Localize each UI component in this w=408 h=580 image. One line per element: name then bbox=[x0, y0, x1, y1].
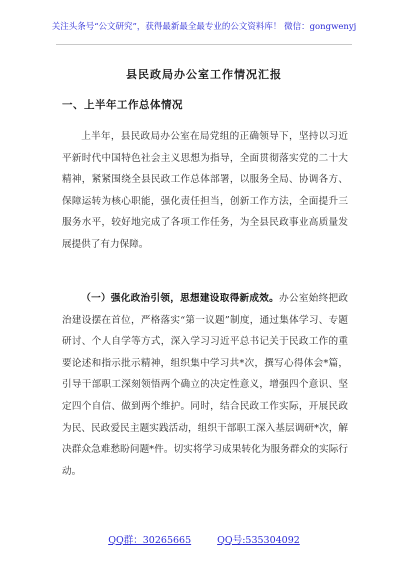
body-paragraph-1: 上半年，县民政局办公室在局党组的正确领导下，坚持以习近平新时代中国特色社会主义思想为指导，全面贯彻落实党的二十大精神，紧紧围绕全县民政工作总体部署，以服务全局、协调各方、保障运转为核心职能，强化责任担当，创新工作方法，全面提升三服务水平，较好地完成了各项工作任务，为全县民政事业高质量发展提供了有力保障。 bbox=[62, 131, 348, 250]
document-title: 县民政局办公室工作情况汇报 bbox=[126, 68, 282, 81]
qq-number-text: QQ号:535304092 bbox=[217, 535, 300, 546]
header-divider bbox=[56, 44, 352, 45]
body-paragraph-2-text: 办公室始终把政治建设摆在首位，严格落实“第一议题”制度，通过集体学习、专题研讨、个人自学等方式，深入学习习近平总书记关于民政工作的重要论述和指示批示精神，组织集中学习共*次，撰写心得体会*篇，引导干部职工深刻领悟两个确立的决定性意义，增强四个意识、坚定四个自信、做到两个维护。同时，结合民政工作实际，开展民政为民、民政爱民主题实践活动，组织干部职工深入基层调研*次，解决群众急难愁盼问题*件。切实将学习成果转化为服务群众的实际行动。 bbox=[62, 293, 349, 477]
qq-group-text: QQ群：30265665 bbox=[108, 535, 192, 546]
section-heading: 一、上半年工作总体情况 bbox=[62, 99, 183, 111]
subsection-heading: （一）强化政治引领，思想建设取得新成效。 bbox=[81, 293, 280, 304]
footer-contact bbox=[0, 532, 408, 546]
body-paragraph-2 bbox=[62, 288, 348, 482]
header-banner: 关注头条号“公文研究”，获得最新最全最专业的公文资料库！ 微信：gongwenyj bbox=[51, 22, 357, 32]
